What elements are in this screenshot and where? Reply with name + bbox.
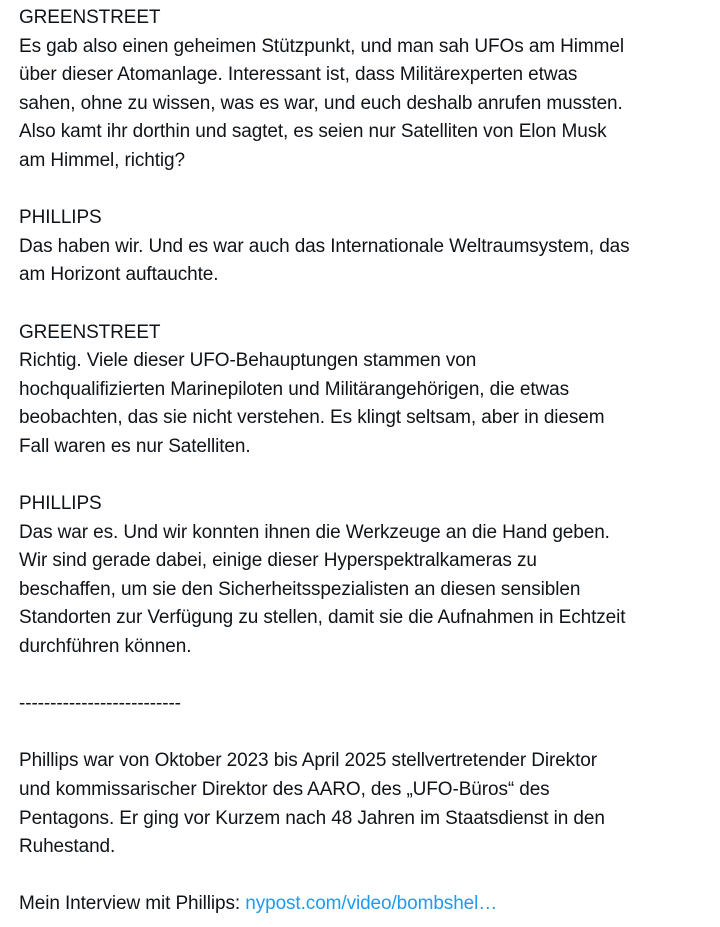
paragraph-gap (19, 862, 715, 891)
interview-prefix: Mein Interview mit Phillips: (19, 893, 246, 915)
dialogue-line: beobachten, das sie nicht verstehen. Es klingt seltsam, aber in diesem (19, 407, 605, 429)
dialogue-line: Also kamt ihr dorthin und sagtet, es seien nur Satelliten von Elon Musk (19, 121, 607, 143)
paragraph-gap (19, 462, 715, 491)
paragraph-gap (19, 719, 715, 748)
dialogue-line: Es gab also einen geheimen Stützpunkt, und man sah UFOs am Himmel (19, 35, 624, 57)
speaker-name: GREENSTREET (19, 7, 161, 28)
bio-line: Ruhestand. (19, 836, 116, 858)
interview-link[interactable]: nypost.com/video/bombshel… (245, 893, 498, 915)
dialogue-line: Standorten zur Verfügung zu stellen, damit sie die Aufnahmen in Echtzeit (19, 607, 626, 629)
dialogue-block-greenstreet-1 (19, 4, 715, 176)
dialogue-line: Fall waren es nur Satelliten. (19, 435, 251, 457)
dialogue-line: am Horizont auftauchte. (19, 264, 219, 286)
dialogue-line: beschaffen, um sie den Sicherheitsspezialisten an diesen sensiblen (19, 578, 581, 600)
dialogue-line: über dieser Atomanlage. Interessant ist, dass Militärexperten etwas (19, 64, 578, 86)
dialogue-block-phillips-1 (19, 204, 715, 290)
dialogue-line: hochqualifizierten Marinepiloten und Militärangehörigen, die etwas (19, 378, 570, 400)
separator-line: -------------------------- (19, 693, 181, 715)
dialogue-line: Das haben wir. Und es war auch das Internationale Weltraumsystem, das (19, 235, 630, 257)
dialogue-line: Wir sind gerade dabei, einige dieser Hyperspektralkameras zu (19, 550, 537, 572)
dialogue-line: Das war es. Und wir konnten ihnen die Werkzeuge an die Hand geben. (19, 521, 610, 543)
dialogue-line: sahen, ohne zu wissen, was es war, und euch deshalb anrufen mussten. (19, 92, 623, 114)
speaker-name: PHILLIPS (19, 493, 102, 515)
speaker-name: PHILLIPS (19, 207, 102, 229)
dialogue-line: Richtig. Viele dieser UFO-Behauptungen stammen von (19, 350, 477, 372)
paragraph-gap (19, 176, 715, 205)
speaker-name: GREENSTREET (19, 321, 161, 343)
dialogue-line: am Himmel, richtig? (19, 149, 185, 171)
bio-line: und kommissarischer Direktor des AARO, des „UFO-Büros“ des (19, 779, 550, 801)
paragraph-gap (19, 662, 715, 691)
bio-line: Phillips war von Oktober 2023 bis April 2025 stellvertretender Direktor (19, 750, 597, 772)
post-text-body (19, 4, 715, 919)
dialogue-line: durchführen können. (19, 636, 192, 658)
dialogue-block-phillips-2 (19, 490, 715, 662)
interview-line (19, 890, 715, 919)
dialogue-block-greenstreet-2 (19, 319, 715, 462)
bio-line: Pentagons. Er ging vor Kurzem nach 48 Jahren im Staatsdienst in den (19, 807, 605, 829)
bio-paragraph (19, 747, 715, 861)
paragraph-gap (19, 290, 715, 319)
